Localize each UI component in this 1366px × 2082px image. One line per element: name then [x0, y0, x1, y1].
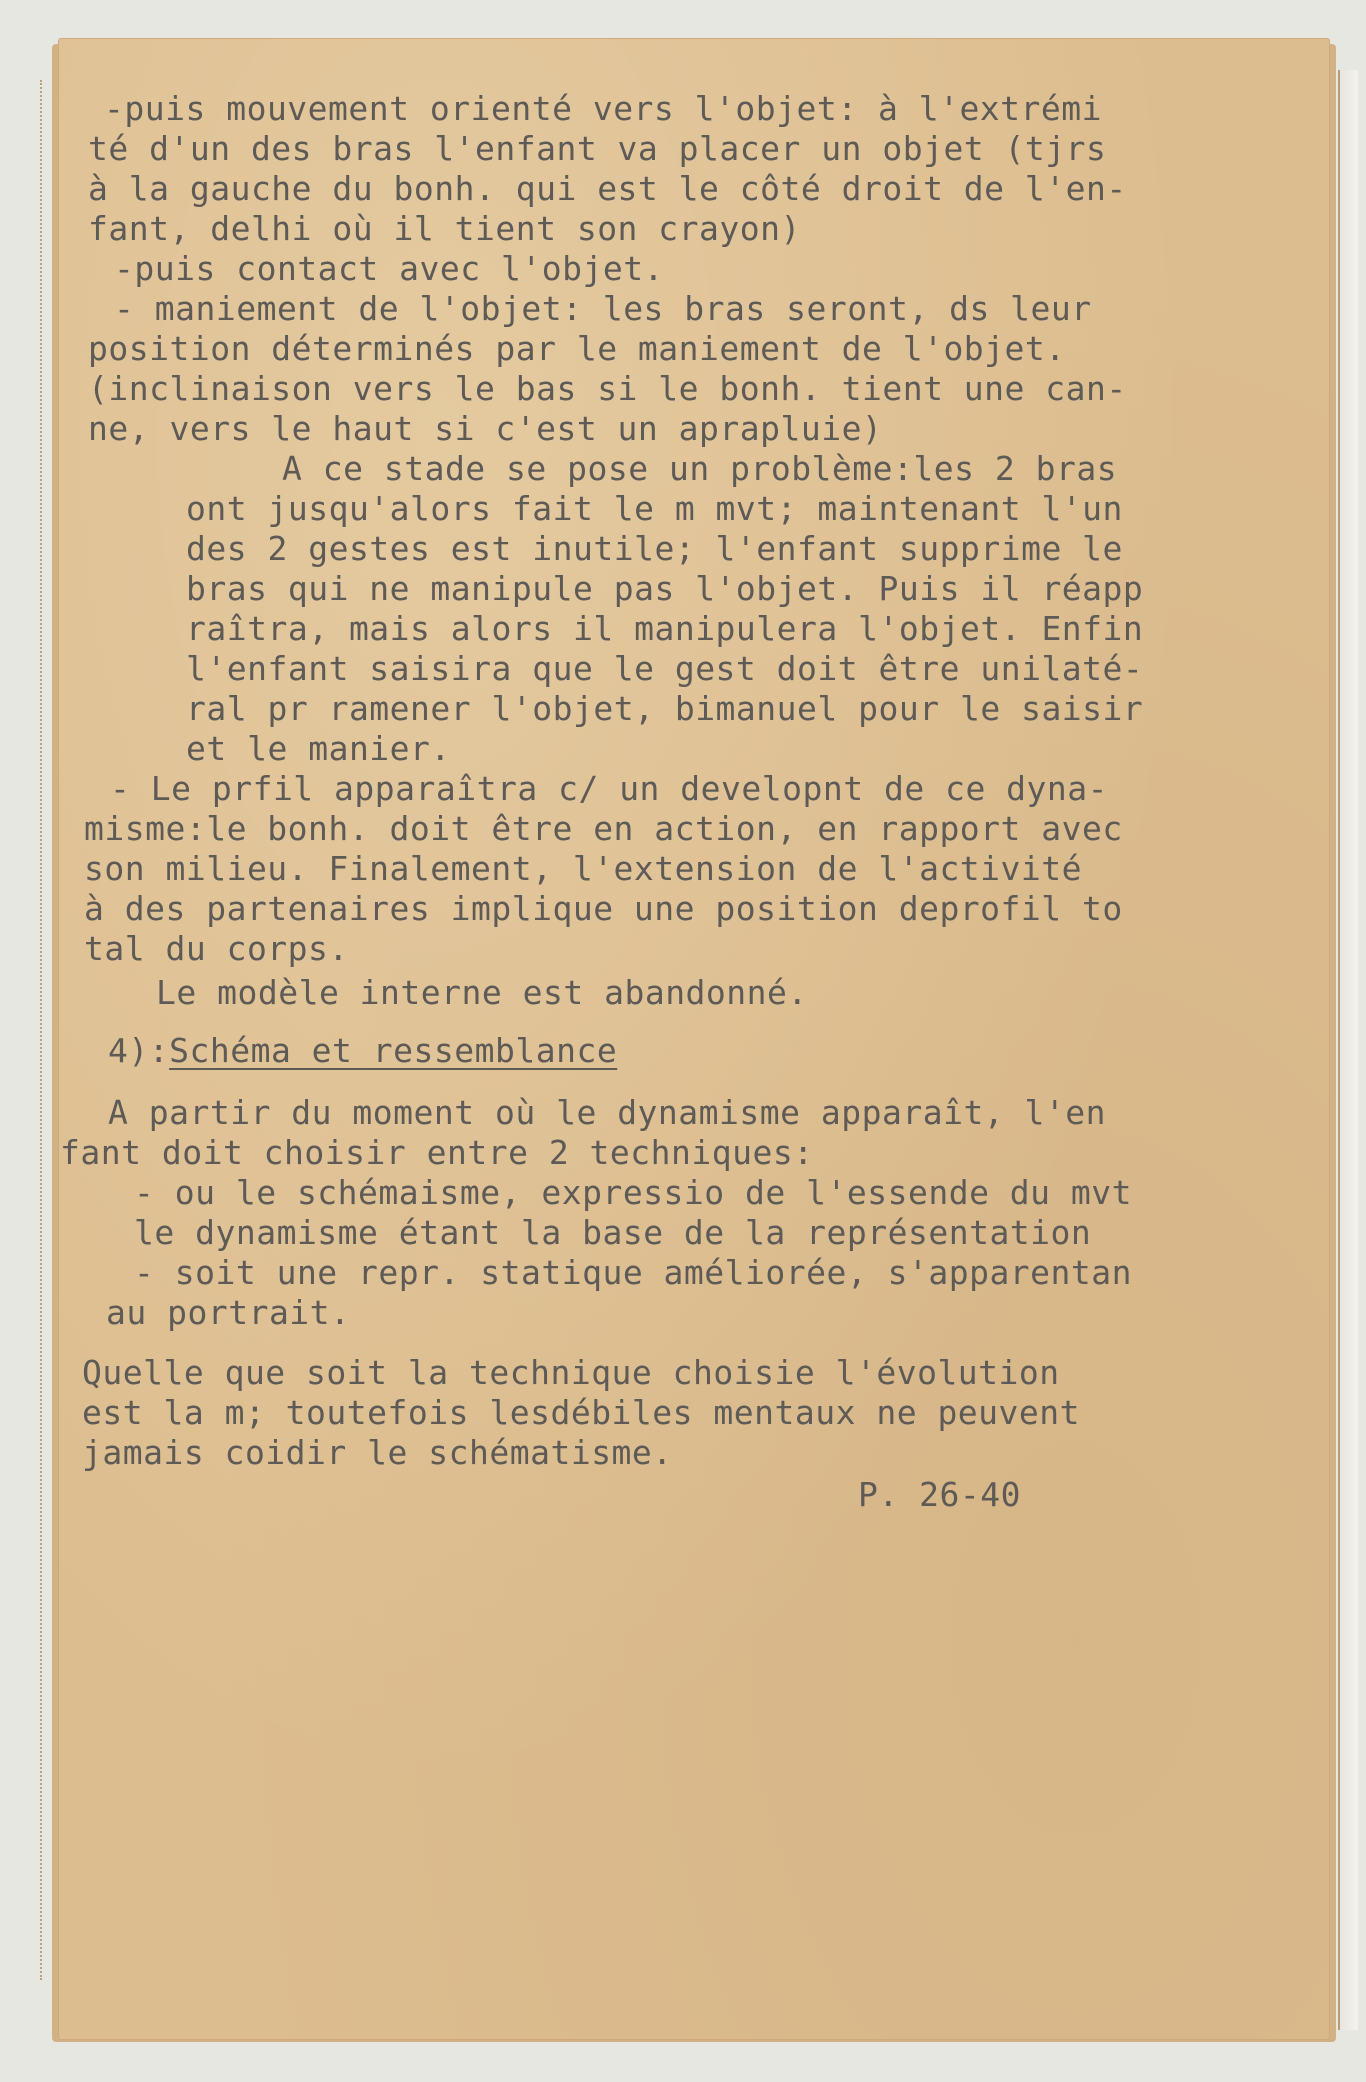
text-line: -puis mouvement orienté vers l'objet: à l'extrémi: [104, 89, 1103, 128]
text-line: Quelle que soit la technique choisie l'évolution: [82, 1353, 1060, 1392]
text-line: - soit une repr. statique améliorée, s'apparentan: [134, 1253, 1133, 1292]
text-line: des 2 gestes est inutile; l'enfant supprime le: [186, 529, 1123, 568]
text-line: A ce stade se pose un problème:les 2 bras: [282, 449, 1118, 488]
text-line: fant, delhi où il tient son crayon): [88, 209, 801, 248]
text-line: - ou le schémaisme, expressio de l'essende du mvt: [134, 1173, 1133, 1212]
text-line: fant doit choisir entre 2 techniques:: [60, 1133, 814, 1172]
text-line: au portrait.: [106, 1293, 351, 1332]
text-line: ne, vers le haut si c'est un aprapluie): [88, 409, 883, 448]
text-line: ont jusqu'alors fait le m mvt; maintenant l'un: [186, 489, 1123, 528]
text-line: (inclinaison vers le bas si le bonh. tient une can-: [88, 369, 1127, 408]
section-number: 4):: [108, 1031, 170, 1070]
text-line: l'enfant saisira que le gest doit être unilaté-: [186, 649, 1144, 688]
text-line: son milieu. Finalement, l'extension de l'activité: [84, 849, 1083, 888]
page-reference: P. 26-40: [858, 1475, 1021, 1514]
text-line: à la gauche du bonh. qui est le côté droit de l'en-: [88, 169, 1127, 208]
section-heading: [108, 1032, 617, 1070]
text-line: - maniement de l'objet: les bras seront, ds leur: [114, 289, 1092, 328]
text-line: le dynamisme étant la base de la représentation: [134, 1213, 1092, 1252]
text-line: bras qui ne manipule pas l'objet. Puis il réapp: [186, 569, 1144, 608]
text-line: A partir du moment où le dynamisme apparaît, l'en: [108, 1093, 1107, 1132]
text-line: - Le prfil apparaîtra c/ un developnt de ce dyna-: [110, 769, 1109, 808]
text-line: est la m; toutefois lesdébiles mentaux ne peuvent: [82, 1393, 1081, 1432]
text-line: jamais coidir le schématisme.: [82, 1433, 673, 1472]
text-line: raîtra, mais alors il manipulera l'objet. Enfin: [186, 609, 1144, 648]
text-line: à des partenaires implique une position deprofil to: [84, 889, 1123, 928]
text-line: ral pr ramener l'objet, bimanuel pour le saisir: [186, 689, 1144, 728]
text-line: tal du corps.: [84, 929, 349, 968]
text-line: position déterminés par le maniement de l'objet.: [88, 329, 1066, 368]
text-line: et le manier.: [186, 729, 451, 768]
text-line: -puis contact avec l'objet.: [114, 249, 664, 288]
text-line: misme:le bonh. doit être en action, en rapport avec: [84, 809, 1123, 848]
text-line: Le modèle interne est abandonné.: [156, 973, 808, 1012]
text-line: té d'un des bras l'enfant va placer un objet (tjrs: [88, 129, 1107, 168]
section-title: Schéma et ressemblance: [169, 1031, 618, 1070]
